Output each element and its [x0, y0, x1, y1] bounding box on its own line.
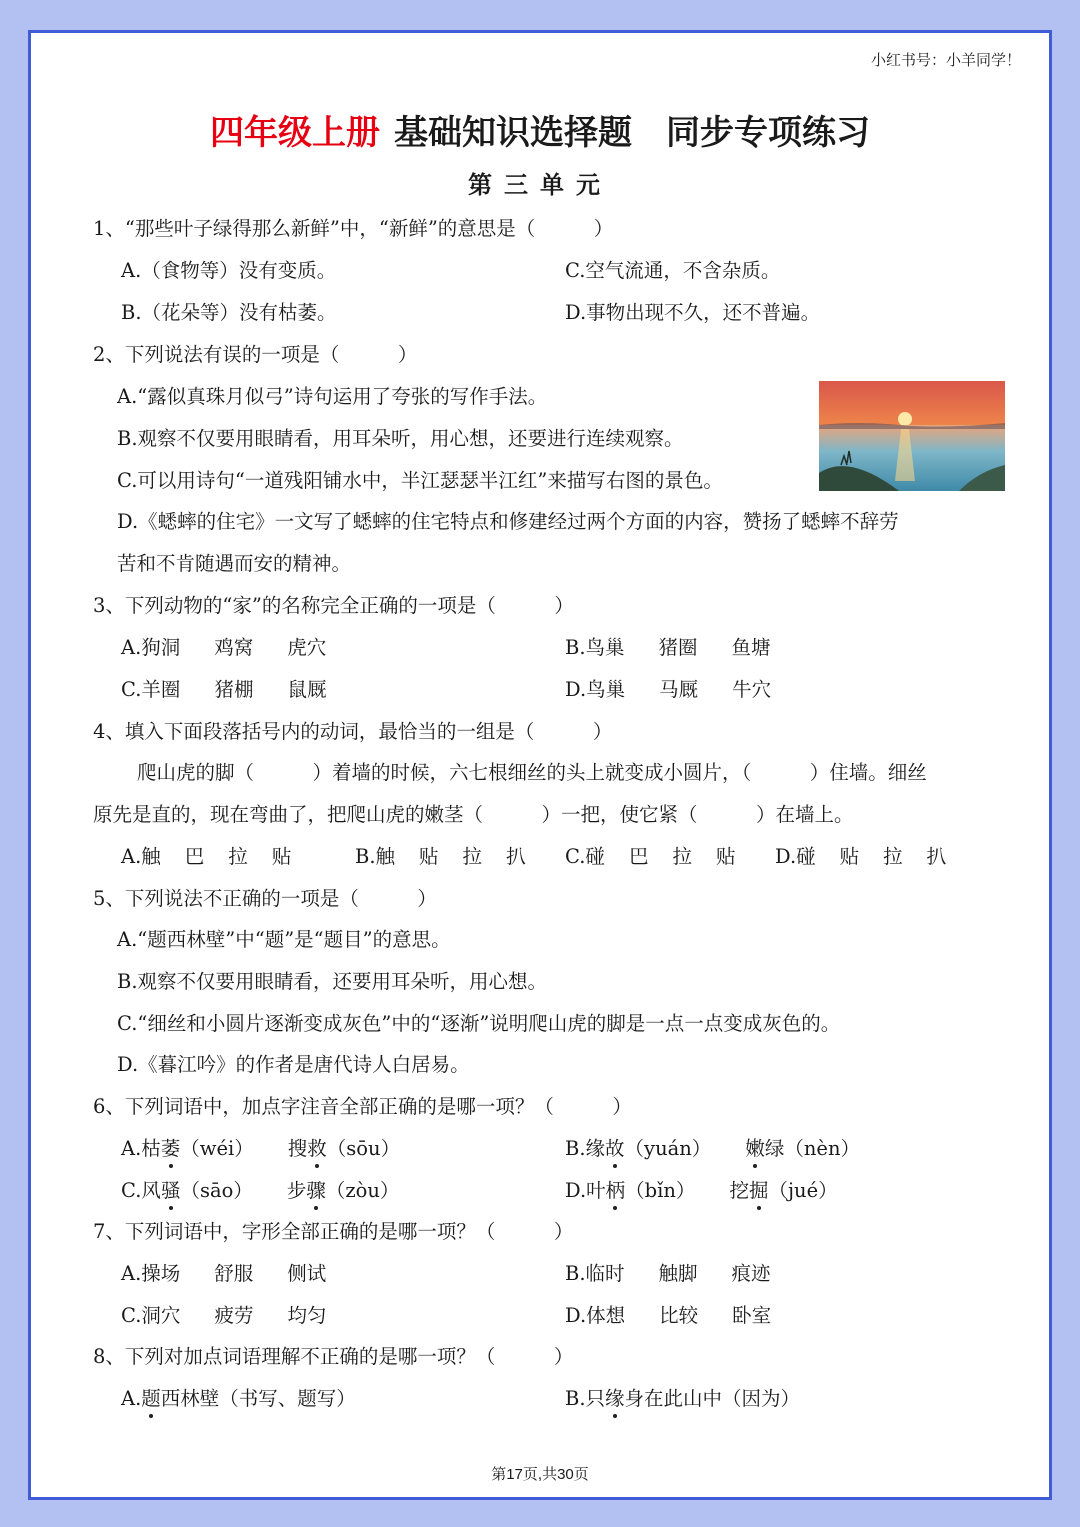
q7-option-b: B.临时 触脚 痕迹	[565, 1262, 771, 1285]
q3-option-a: A.狗洞 鸡窝 虎穴	[121, 636, 327, 659]
q5-stem: 5、下列说法不正确的一项是（ ）	[93, 887, 437, 910]
q5-option-b: B.观察不仅要用眼睛看，还要用耳朵听，用心想。	[117, 970, 548, 993]
q6-option-c: C.风骚（sāo） 步骤（zòu）	[121, 1175, 399, 1203]
q3-option-d: D.鸟巢 马厩 牛穴	[565, 678, 772, 701]
q8-option-b: B.只缘身在此山中（因为）	[565, 1383, 800, 1411]
dotted-char: 骚	[161, 1175, 181, 1203]
q4-passage-line1: 爬山虎的脚（ ）着墙的时候，六七根细丝的头上就变成小圆片，（ ）住墙。细丝	[137, 761, 927, 784]
q4-option-a: A.触 巴 拉 贴	[121, 845, 292, 868]
q7-stem: 7、下列词语中，字形全部正确的是哪一项？（ ）	[93, 1220, 574, 1243]
q6-stem: 6、下列词语中，加点字注音全部正确的是哪一项？（ ）	[93, 1095, 632, 1118]
q1-option-c: C.空气流通，不含杂质。	[565, 259, 781, 282]
dotted-char: 嫩	[745, 1133, 765, 1161]
dotted-char: 救	[307, 1133, 327, 1161]
dotted-char: 骤	[306, 1175, 326, 1203]
q4-stem: 4、填入下面段落括号内的动词，最恰当的一组是（ ）	[93, 720, 613, 743]
dotted-char: 柄	[606, 1175, 626, 1203]
q3-option-c: C.羊圈 猪棚 鼠厩	[121, 678, 327, 701]
q1-option-a: A.（食物等）没有变质。	[121, 259, 337, 282]
q7-option-d: D.体想 比较 卧室	[565, 1304, 772, 1327]
q4-passage-line2: 原先是直的，现在弯曲了，把爬山虎的嫩茎（ ）一把，使它紧（ ）在墙上。	[93, 803, 854, 826]
title-practice: 同步专项练习	[666, 113, 870, 153]
q2-option-d-cont: 苦和不肯随遇而安的精神。	[117, 552, 352, 575]
q6-option-b: B.缘故（yuán） 嫩绿（nèn）	[565, 1133, 860, 1161]
q3-option-b: B.鸟巢 猪圈 鱼塘	[565, 636, 771, 659]
dotted-char: 掘	[749, 1175, 769, 1203]
q3-stem: 3、下列动物的“家”的名称完全正确的一项是（ ）	[93, 594, 574, 617]
page-title	[31, 105, 1049, 154]
q8-stem: 8、下列对加点词语理解不正确的是哪一项？（ ）	[93, 1345, 574, 1368]
q4-option-d: D.碰 贴 拉 扒	[775, 845, 947, 868]
q6-option-d: D.叶柄（bǐn） 挖掘（jué）	[565, 1175, 838, 1203]
q8-option-a: A.题西林壁（书写、题写）	[121, 1383, 356, 1411]
document-page	[28, 30, 1052, 1500]
q5-option-c: C.“细丝和小圆片逐渐变成灰色”中的“逐渐”说明爬山虎的脚是一点一点变成灰色的。	[117, 1012, 841, 1035]
sunset-river-image	[819, 381, 1005, 491]
title-grade: 四年级上册	[210, 113, 380, 153]
q2-option-b: B.观察不仅要用眼睛看，用耳朵听，用心想，还要进行连续观察。	[117, 427, 684, 450]
q2-option-d: D.《蟋蟀的住宅》一文写了蟋蟀的住宅特点和修建经过两个方面的内容，赞扬了蟋蟀不辞劳	[117, 510, 899, 533]
dotted-char: 缘	[605, 1383, 625, 1411]
unit-heading: 第三单元	[468, 171, 612, 199]
q1-option-b: B.（花朵等）没有枯萎。	[121, 301, 337, 324]
q4-option-c: C.碰 巴 拉 贴	[565, 845, 736, 868]
q7-option-c: C.洞穴 疲劳 均匀	[121, 1304, 327, 1327]
dotted-char: 题	[141, 1383, 161, 1411]
q1-stem: 1、“那些叶子绿得那么新鲜”中，“新鲜”的意思是（ ）	[93, 217, 614, 240]
dotted-char: 萎	[161, 1133, 181, 1161]
page-number: 第17页,共30页	[491, 1466, 589, 1483]
q5-option-d: D.《暮江吟》的作者是唐代诗人白居易。	[117, 1053, 470, 1076]
watermark: 小红书号：小羊同学！	[870, 52, 1021, 69]
q2-option-a: A.“露似真珠月似弓”诗句运用了夸张的写作手法。	[117, 385, 548, 408]
q7-option-a: A.操场 舒服 侧试	[121, 1262, 327, 1285]
title-topic: 基础知识选择题	[394, 113, 632, 153]
q2-stem: 2、下列说法有误的一项是（ ）	[93, 343, 418, 366]
dotted-char: 故	[605, 1133, 625, 1161]
q2-option-c: C.可以用诗句“一道残阳铺水中，半江瑟瑟半江红”来描写右图的景色。	[117, 469, 723, 492]
q6-option-a: A.枯萎（wéi） 搜救（sōu）	[121, 1133, 400, 1161]
q4-option-b: B.触 贴 拉 扒	[355, 845, 526, 868]
q1-option-d: D.事物出现不久，还不普遍。	[565, 301, 821, 324]
sunset-river-illustration	[819, 381, 1005, 491]
q5-option-a: A.“题西林壁”中“题”是“题目”的意思。	[117, 928, 451, 951]
